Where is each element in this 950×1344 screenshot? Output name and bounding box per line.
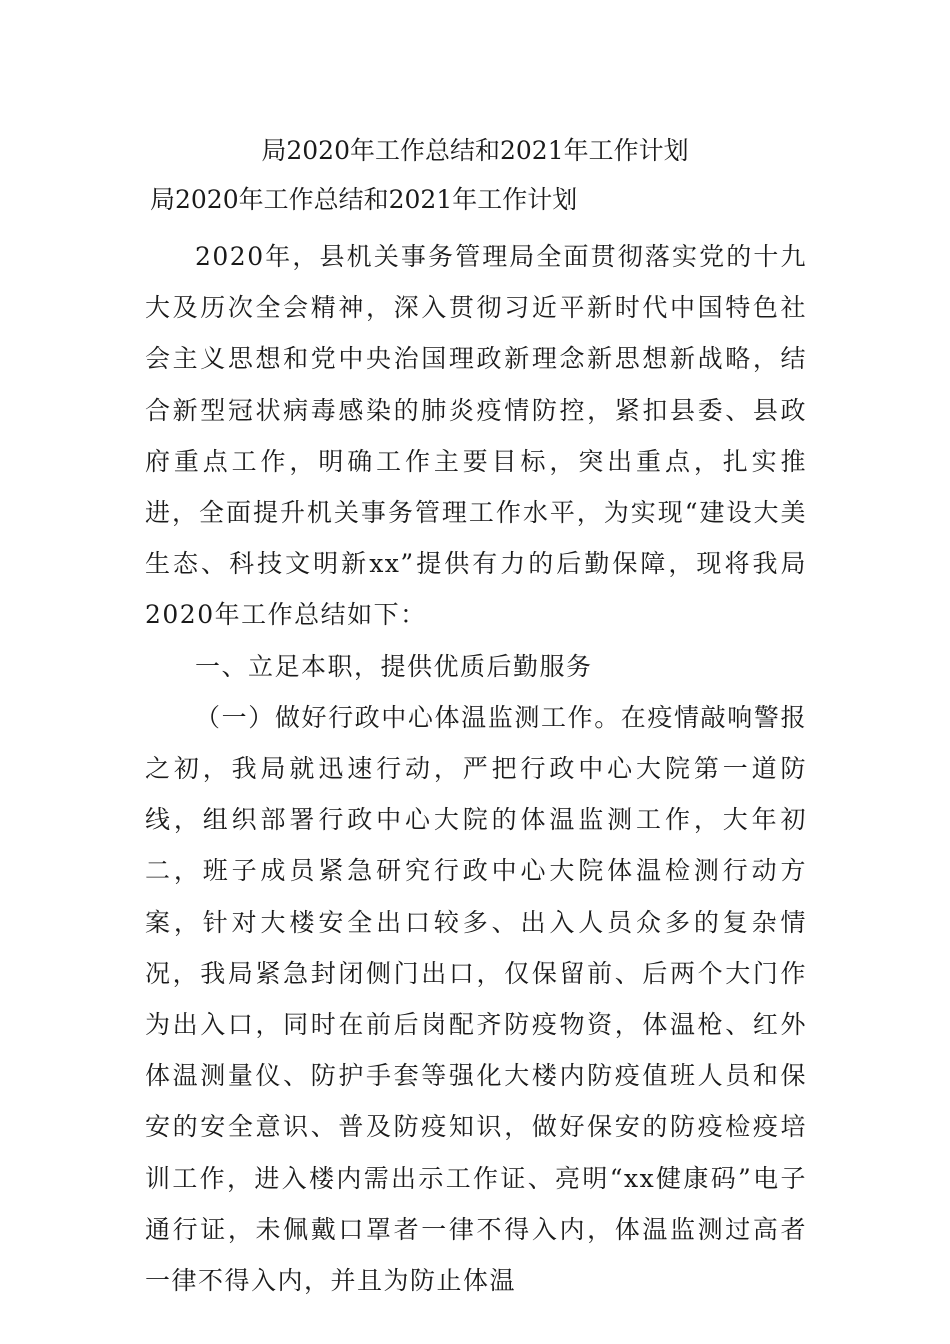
document-title: 局2020年工作总结和2021年工作计划 bbox=[261, 136, 689, 165]
subsection-paragraph: （一）做好行政中心体温监测工作。在疫情敲响警报之初，我局就迅速行动，严把行政中心大院第一道防线，组织部署行政中心大院的体温监测工作，大年初二，班子成员紧急研究行政中心大院体温检测行动方案，针对大楼安全出口较多、出入人员众多的复杂情况，我局紧急封闭侧门出口，仅保留前、后两个大门作为出入口，同时在前后岗配齐防疫物资，体温枪、红外体温测量仪、防护手套等强化大楼内防疫值班人员和保安的安全意识、普及防疫知识，做好保安的防疫检疫培训工作，进入楼内需出示工作证、亮明“xx健康码”电子通行证，未佩戴口罩者一律不得入内，体温监测过高者一律不得入内，并且为防止体温 bbox=[145, 702, 807, 1296]
document-body bbox=[145, 231, 807, 1306]
document-subtitle: 局2020年工作总结和2021年工作计划 bbox=[150, 185, 578, 214]
section-heading: 一、立足本职，提供优质后勤服务 bbox=[195, 651, 593, 681]
intro-paragraph: 2020年，县机关事务管理局全面贯彻落实党的十九大及历次全会精神，深入贯彻习近平新时代中国特色社会主义思想和党中央治国理政新理念新思想新战略，结合新型冠状病毒感染的肺炎疫情防控，紧扣县委、县政府重点工作，明确工作主要目标，突出重点，扎实推进，全面提升机关事务管理工作水平，为实现“建设大美生态、科技文明新xx”提供有力的后勤保障，现将我局2020年工作总结如下： bbox=[145, 242, 807, 630]
